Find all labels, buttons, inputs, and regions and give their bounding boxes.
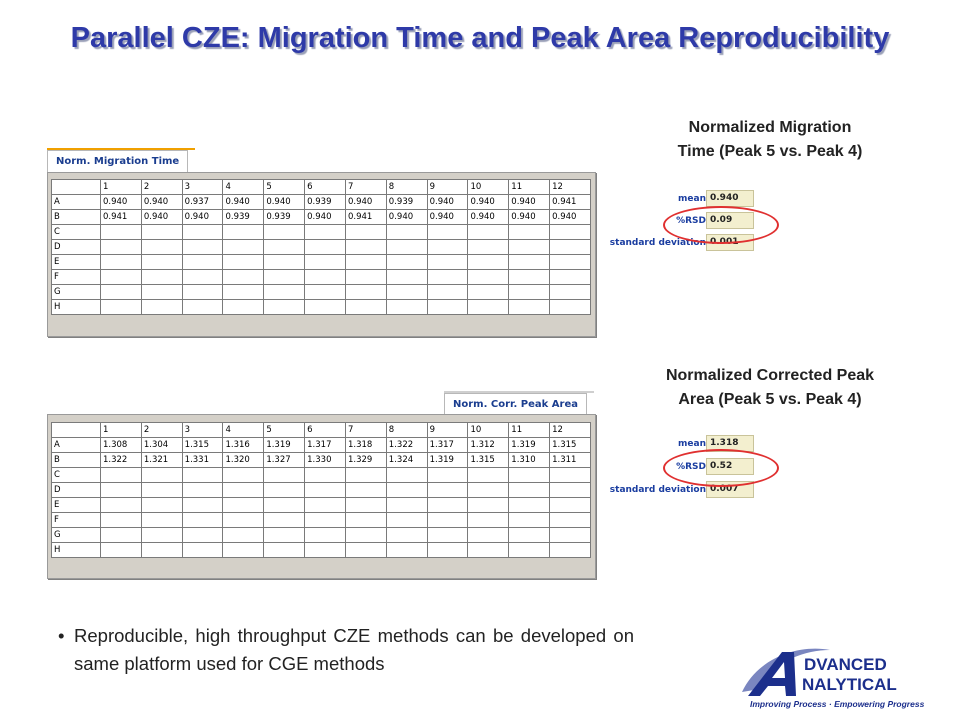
grid-cell[interactable]: 1.330 [305,453,346,468]
table-row [52,240,591,255]
grid-cell[interactable] [182,285,223,300]
grid-cell[interactable] [550,543,591,558]
grid-cell[interactable] [305,255,346,270]
grid-cell[interactable]: 1.315 [550,438,591,453]
grid-cell[interactable]: 1.324 [386,453,427,468]
row-header: F [52,513,101,528]
stat-sd-label: standard deviation [609,485,706,495]
grid-cell[interactable] [427,543,468,558]
column-header: 4 [223,423,264,438]
row-header: C [52,468,101,483]
grid-cell[interactable] [141,543,182,558]
grid-cell[interactable] [550,483,591,498]
grid-cell[interactable] [101,513,142,528]
grid-cell[interactable] [509,300,550,315]
grid-cell[interactable] [345,300,386,315]
grid-cell[interactable] [141,483,182,498]
table-row [52,513,591,528]
peak-area-grid-panel [47,414,596,579]
column-header: 7 [345,180,386,195]
grid-cell[interactable] [386,543,427,558]
grid-cell[interactable] [509,543,550,558]
grid-cell[interactable] [223,528,264,543]
column-header: 9 [427,423,468,438]
grid-cell[interactable] [305,225,346,240]
grid-cell[interactable]: 0.940 [345,195,386,210]
grid-cell[interactable]: 1.310 [509,453,550,468]
grid-cell[interactable]: 1.312 [468,438,509,453]
grid-cell[interactable] [345,255,386,270]
row-header: H [52,300,101,315]
grid-cell[interactable] [264,498,305,513]
grid-cell[interactable]: 0.939 [305,195,346,210]
grid-cell[interactable] [427,528,468,543]
row-header: E [52,255,101,270]
stat-rsd-value: 0.52 [706,458,754,475]
grid-cell[interactable] [386,513,427,528]
grid-cell[interactable]: 1.319 [264,438,305,453]
table-row [52,270,591,285]
grid-cell[interactable] [101,270,142,285]
grid-cell[interactable] [550,468,591,483]
grid-cell[interactable] [141,285,182,300]
grid-header-row [52,423,591,438]
logo-tagline: Improving Process · Empowering Progress [750,699,925,709]
grid-cell[interactable] [182,468,223,483]
grid-cell[interactable] [509,483,550,498]
grid-cell[interactable] [345,543,386,558]
table-row [52,195,591,210]
grid-cell[interactable] [141,498,182,513]
grid-cell[interactable]: 0.941 [550,195,591,210]
advanced-analytical-logo [738,640,948,712]
stat-mean-value: 1.318 [706,435,754,452]
grid-cell[interactable]: 1.318 [345,438,386,453]
column-header: 9 [427,180,468,195]
grid-cell[interactable]: 1.317 [427,438,468,453]
grid-cell[interactable] [468,498,509,513]
grid-cell[interactable] [101,468,142,483]
grid-cell[interactable] [223,543,264,558]
stat-mean-row [598,190,758,208]
column-header: 6 [305,180,346,195]
grid-cell[interactable] [305,468,346,483]
grid-cell[interactable]: 1.308 [101,438,142,453]
grid-cell[interactable] [101,225,142,240]
grid-cell[interactable] [305,483,346,498]
grid-cell[interactable] [141,270,182,285]
grid-cell[interactable] [468,300,509,315]
column-header: 4 [223,180,264,195]
stat-mean-label: mean [678,194,706,204]
peak-area-heading [600,364,940,412]
grid-cell[interactable]: 0.940 [509,195,550,210]
logo-mark-icon [738,640,948,712]
grid-cell[interactable] [305,543,346,558]
grid-corner-cell [52,423,101,438]
grid-cell[interactable]: 0.941 [101,210,142,225]
grid-cell[interactable] [223,483,264,498]
grid-cell[interactable] [468,255,509,270]
rsd-highlight-circle [663,449,779,487]
grid-cell[interactable] [509,498,550,513]
stat-sd-value: 0.001 [706,234,754,251]
grid-cell[interactable]: 0.941 [345,210,386,225]
migration-heading-line2: Time (Peak 5 vs. Peak 4) [677,143,863,160]
grid-cell[interactable] [386,240,427,255]
grid-cell[interactable] [182,270,223,285]
grid-cell[interactable] [264,300,305,315]
column-header: 8 [386,423,427,438]
peak-area-heading-line1: Normalized Corrected Peak [665,367,875,384]
grid-cell[interactable]: 0.940 [427,195,468,210]
column-header: 1 [101,180,142,195]
tab-norm-corr-peak-area[interactable]: Norm. Corr. Peak Area [444,393,587,415]
logo-line1: DVANCED [804,655,887,674]
grid-cell[interactable]: 0.940 [141,195,182,210]
grid-cell[interactable] [345,225,386,240]
grid-cell[interactable]: 0.940 [264,195,305,210]
grid-cell[interactable] [427,285,468,300]
grid-cell[interactable] [182,300,223,315]
grid-cell[interactable] [550,498,591,513]
grid-cell[interactable] [550,225,591,240]
bullet-marker: • [58,625,65,646]
rsd-highlight-circle [663,206,779,244]
grid-cell[interactable] [468,528,509,543]
grid-corner-cell [52,180,101,195]
row-header: H [52,543,101,558]
grid-cell[interactable] [550,285,591,300]
grid-cell[interactable] [223,498,264,513]
grid-cell[interactable] [468,240,509,255]
column-header: 12 [550,423,591,438]
grid-cell[interactable] [386,300,427,315]
grid-cell[interactable] [305,240,346,255]
column-header: 2 [141,180,182,195]
grid-cell[interactable] [386,528,427,543]
table-row [52,285,591,300]
slide-title: Parallel CZE: Migration Time and Peak Area Reproducibility [70,22,890,54]
grid-cell[interactable] [550,255,591,270]
grid-cell[interactable] [101,483,142,498]
grid-cell[interactable]: 0.940 [386,210,427,225]
grid-cell[interactable] [141,240,182,255]
column-header: 7 [345,423,386,438]
grid-cell[interactable] [345,468,386,483]
grid-cell[interactable] [264,513,305,528]
grid-cell[interactable] [345,528,386,543]
stat-sd-label: standard deviation [609,238,706,248]
row-header: A [52,438,101,453]
grid-cell[interactable]: 1.315 [182,438,223,453]
grid-cell[interactable] [427,483,468,498]
grid-cell[interactable] [427,240,468,255]
grid-cell[interactable] [468,543,509,558]
grid-cell[interactable] [305,285,346,300]
grid-cell[interactable] [264,270,305,285]
grid-cell[interactable]: 0.940 [305,210,346,225]
grid-cell[interactable] [305,270,346,285]
column-header: 11 [509,180,550,195]
grid-cell[interactable] [509,255,550,270]
grid-cell[interactable]: 0.940 [550,210,591,225]
stat-rsd-label: %RSD [676,216,706,226]
grid-cell[interactable] [386,270,427,285]
grid-cell[interactable] [550,513,591,528]
table-row [52,543,591,558]
table-row [52,255,591,270]
row-header: D [52,483,101,498]
grid-cell[interactable] [509,513,550,528]
grid-cell[interactable]: 1.322 [386,438,427,453]
grid-cell[interactable] [386,483,427,498]
row-header: A [52,195,101,210]
stat-sd-value: 0.007 [706,481,754,498]
grid-cell[interactable] [386,285,427,300]
column-header: 11 [509,423,550,438]
grid-cell[interactable]: 1.319 [427,453,468,468]
stat-mean-value: 0.940 [706,190,754,207]
grid-cell[interactable] [101,528,142,543]
grid-cell[interactable] [264,240,305,255]
grid-cell[interactable] [427,270,468,285]
grid-cell[interactable] [141,255,182,270]
grid-cell[interactable] [386,468,427,483]
table-row [52,498,591,513]
grid-cell[interactable] [509,528,550,543]
grid-cell[interactable] [345,483,386,498]
grid-cell[interactable] [427,468,468,483]
grid-cell[interactable] [223,513,264,528]
stat-rsd-label: %RSD [676,462,706,472]
tab-top-border [444,391,594,393]
grid-cell[interactable] [182,513,223,528]
grid-cell[interactable] [468,225,509,240]
table-row [52,468,591,483]
grid-cell[interactable] [468,468,509,483]
grid-cell[interactable] [345,498,386,513]
grid-cell[interactable] [101,240,142,255]
grid-cell[interactable]: 0.939 [223,210,264,225]
grid-cell[interactable]: 1.329 [345,453,386,468]
grid-cell[interactable] [509,270,550,285]
column-header: 3 [182,180,223,195]
grid-cell[interactable] [345,270,386,285]
table-row [52,528,591,543]
grid-cell[interactable] [182,543,223,558]
grid-cell[interactable] [386,225,427,240]
grid-cell[interactable] [264,543,305,558]
grid-cell[interactable] [182,498,223,513]
grid-cell[interactable]: 0.940 [141,210,182,225]
grid-cell[interactable]: 0.940 [427,210,468,225]
grid-cell[interactable] [182,225,223,240]
grid-cell[interactable]: 1.327 [264,453,305,468]
grid-cell[interactable] [427,225,468,240]
grid-cell[interactable] [509,468,550,483]
grid-cell[interactable] [223,300,264,315]
grid-cell[interactable] [101,300,142,315]
grid-cell[interactable] [427,300,468,315]
tab-active-indicator [47,148,195,150]
grid-cell[interactable]: 1.320 [223,453,264,468]
grid-cell[interactable] [223,468,264,483]
grid-cell[interactable] [305,300,346,315]
grid-cell[interactable] [264,468,305,483]
grid-cell[interactable] [305,528,346,543]
grid-cell[interactable]: 1.315 [468,453,509,468]
grid-cell[interactable] [509,285,550,300]
table-row [52,225,591,240]
grid-cell[interactable] [386,255,427,270]
grid-cell[interactable] [550,270,591,285]
grid-cell[interactable] [141,528,182,543]
grid-cell[interactable] [427,498,468,513]
row-header: E [52,498,101,513]
column-header: 5 [264,180,305,195]
table-row [52,210,591,225]
grid-cell[interactable] [550,240,591,255]
grid-cell[interactable] [101,498,142,513]
column-header: 2 [141,423,182,438]
column-header: 10 [468,180,509,195]
peak-area-grid [51,422,591,558]
row-header: G [52,285,101,300]
row-header: B [52,453,101,468]
grid-cell[interactable]: 1.331 [182,453,223,468]
row-header: D [52,240,101,255]
grid-cell[interactable] [223,285,264,300]
grid-cell[interactable] [264,285,305,300]
logo-line2: NALYTICAL [802,675,897,694]
stat-mean-label: mean [678,439,706,449]
grid-cell[interactable] [345,240,386,255]
grid-cell[interactable] [468,513,509,528]
grid-cell[interactable] [427,255,468,270]
grid-cell[interactable] [509,225,550,240]
grid-cell[interactable]: 0.940 [182,210,223,225]
grid-cell[interactable] [182,255,223,270]
row-header: C [52,225,101,240]
table-row [52,483,591,498]
grid-cell[interactable] [141,300,182,315]
grid-cell[interactable] [223,240,264,255]
grid-cell[interactable] [509,240,550,255]
stat-rsd-value: 0.09 [706,212,754,229]
migration-heading [600,116,940,164]
grid-cell[interactable] [182,528,223,543]
grid-cell[interactable] [223,270,264,285]
grid-cell[interactable] [182,483,223,498]
grid-cell[interactable]: 1.316 [223,438,264,453]
table-row [52,438,591,453]
peak-area-heading-line2: Area (Peak 5 vs. Peak 4) [678,391,862,408]
grid-cell[interactable]: 1.317 [305,438,346,453]
column-header: 1 [101,423,142,438]
grid-cell[interactable] [264,225,305,240]
grid-cell[interactable] [141,225,182,240]
grid-cell[interactable]: 0.940 [101,195,142,210]
grid-cell[interactable] [223,225,264,240]
grid-cell[interactable]: 0.939 [264,210,305,225]
grid-cell[interactable] [264,255,305,270]
column-header: 5 [264,423,305,438]
grid-cell[interactable] [141,468,182,483]
grid-cell[interactable] [264,528,305,543]
column-header: 6 [305,423,346,438]
row-header: G [52,528,101,543]
grid-cell[interactable] [101,255,142,270]
grid-cell[interactable]: 0.937 [182,195,223,210]
grid-cell[interactable] [101,543,142,558]
grid-cell[interactable]: 0.940 [468,210,509,225]
grid-cell[interactable]: 0.940 [509,210,550,225]
migration-time-grid [51,179,591,315]
grid-cell[interactable]: 1.322 [101,453,142,468]
grid-cell[interactable] [386,498,427,513]
grid-cell[interactable] [345,285,386,300]
grid-cell[interactable] [305,498,346,513]
table-row [52,300,591,315]
bullet-text: Reproducible, high throughput CZE methods can be developed on same platform used for CGE methods [74,625,634,674]
column-header: 12 [550,180,591,195]
grid-header-row [52,180,591,195]
grid-cell[interactable]: 1.319 [509,438,550,453]
grid-cell[interactable] [550,528,591,543]
column-header: 10 [468,423,509,438]
grid-cell[interactable] [427,513,468,528]
grid-cell[interactable]: 0.939 [386,195,427,210]
grid-cell[interactable] [468,285,509,300]
tab-norm-migration-time[interactable]: Norm. Migration Time [47,150,188,172]
grid-cell[interactable] [101,285,142,300]
grid-cell[interactable]: 1.304 [141,438,182,453]
grid-cell[interactable]: 1.311 [550,453,591,468]
migration-grid-panel [47,172,596,337]
grid-cell[interactable] [468,270,509,285]
grid-cell[interactable] [468,483,509,498]
column-header: 3 [182,423,223,438]
grid-cell[interactable] [305,513,346,528]
grid-cell[interactable] [141,513,182,528]
grid-cell[interactable]: 0.940 [468,195,509,210]
column-header: 8 [386,180,427,195]
grid-cell[interactable]: 1.321 [141,453,182,468]
table-row [52,453,591,468]
grid-cell[interactable] [182,240,223,255]
grid-cell[interactable] [264,483,305,498]
row-header: B [52,210,101,225]
migration-heading-line1: Normalized Migration [688,119,852,136]
grid-cell[interactable] [345,513,386,528]
grid-cell[interactable]: 0.940 [223,195,264,210]
row-header: F [52,270,101,285]
grid-cell[interactable] [223,255,264,270]
grid-cell[interactable] [550,300,591,315]
